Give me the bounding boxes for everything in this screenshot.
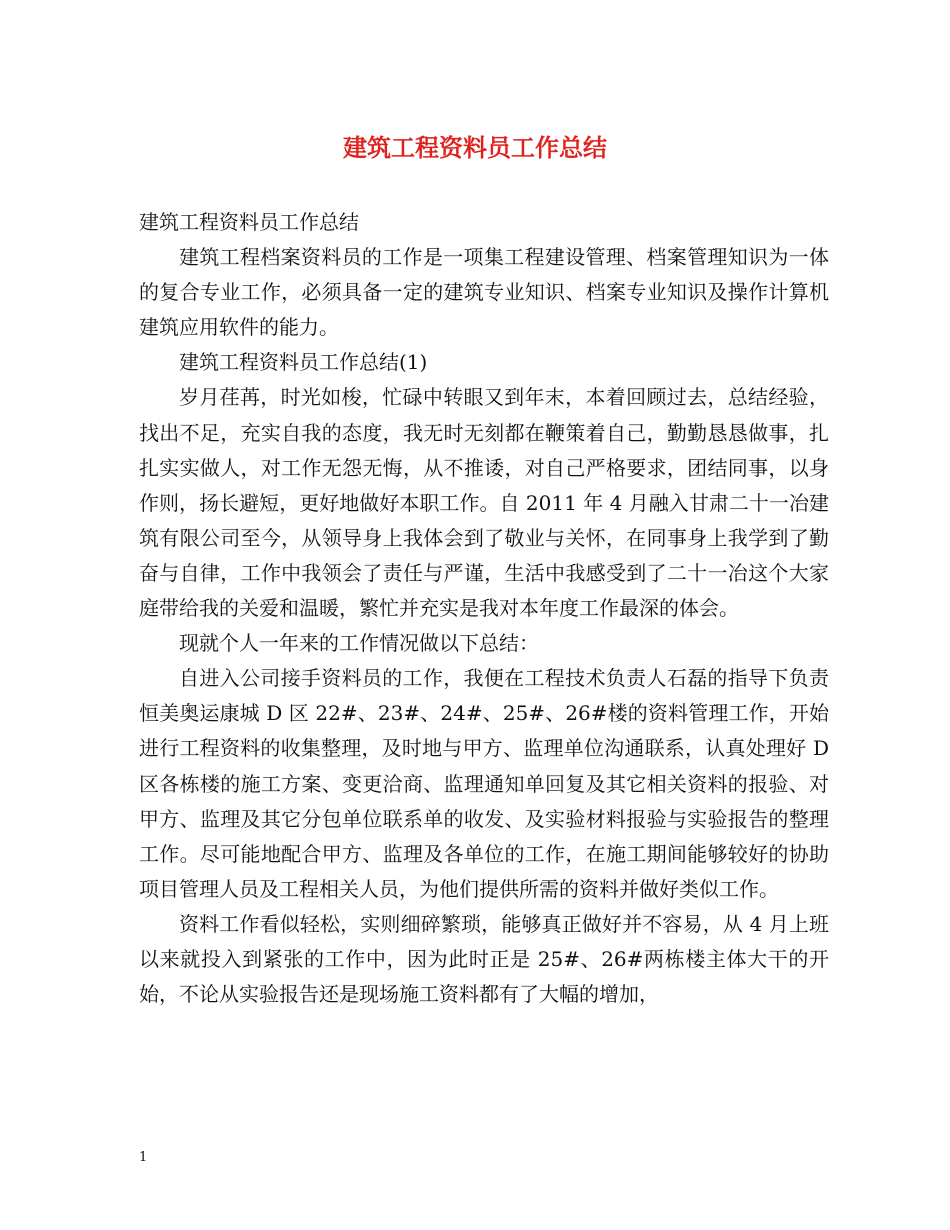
paragraph-heading: 建筑工程资料员工作总结 xyxy=(139,210,359,234)
paragraph: 资料工作看似轻松，实则细碎繁琐，能够真正做好并不容易，从 4 月上班以来就投入到紧张的工作中，因为此时正是 25#、26#两栋楼主体大干的开始，不论从实验报告还是现场施工资料都有了大幅的增加， xyxy=(139,911,829,1007)
paragraph: 现就个人一年来的工作情况做以下总结： xyxy=(179,631,539,656)
paragraph: 自进入公司接手资料员的工作，我便在工程技术负责人石磊的指导下负责恒美奥运康城 D 区 22#、23#、24#、25#、26#楼的资料管理工作，开始进行工程资料的收集整理，及时地与甲方、监理单位沟通联系，认真处理好 D 区各栋楼的施工方案、变更洽商、监理通知单回复及其它相关资料的报验、对甲方、监理及其它分包单位联系单的收发、及实验材料报验与实验报告的整理工作。尽可能地配合甲方、监理及各单位的工作，在施工期间能够较好的协助项目管理人员及工程相关人员，为他们提供所需的资料并做好类似工作。 xyxy=(139,666,829,901)
paragraph-subheading: 建筑工程资料员工作总结(1) xyxy=(179,350,428,375)
paragraph: 建筑工程档案资料员的工作是一项集工程建设管理、档案管理知识为一体的复合专业工作，必须具备一定的建筑专业知识、档案专业知识及操作计算机建筑应用软件的能力。 xyxy=(139,245,829,340)
page-number: 1 xyxy=(139,1150,148,1165)
paragraph: 岁月荏苒，时光如梭，忙碌中转眼又到年末，本着回顾过去，总结经验，找出不足，充实自我的态度，我无时无刻都在鞭策着自己，勤勤恳恳做事，扎扎实实做人，对工作无怨无悔，从不推诿，对自己严格要求，团结同事，以身作则，扬长避短，更好地做好本职工作。自 2011 年 4 月融入甘肃二十一冶建筑有限公司至今，从领导身上我体会到了敬业与关怀，在同事身上我学到了勤奋与自律，工作中我领会了责任与严谨，生活中我感受到了二十一冶这个大家庭带给我的关爱和温暖，繁忙并充实是我对本年度工作最深的体会。 xyxy=(139,385,829,621)
document-body xyxy=(139,205,829,1012)
document-title: 建筑工程资料员工作总结 xyxy=(343,133,607,162)
